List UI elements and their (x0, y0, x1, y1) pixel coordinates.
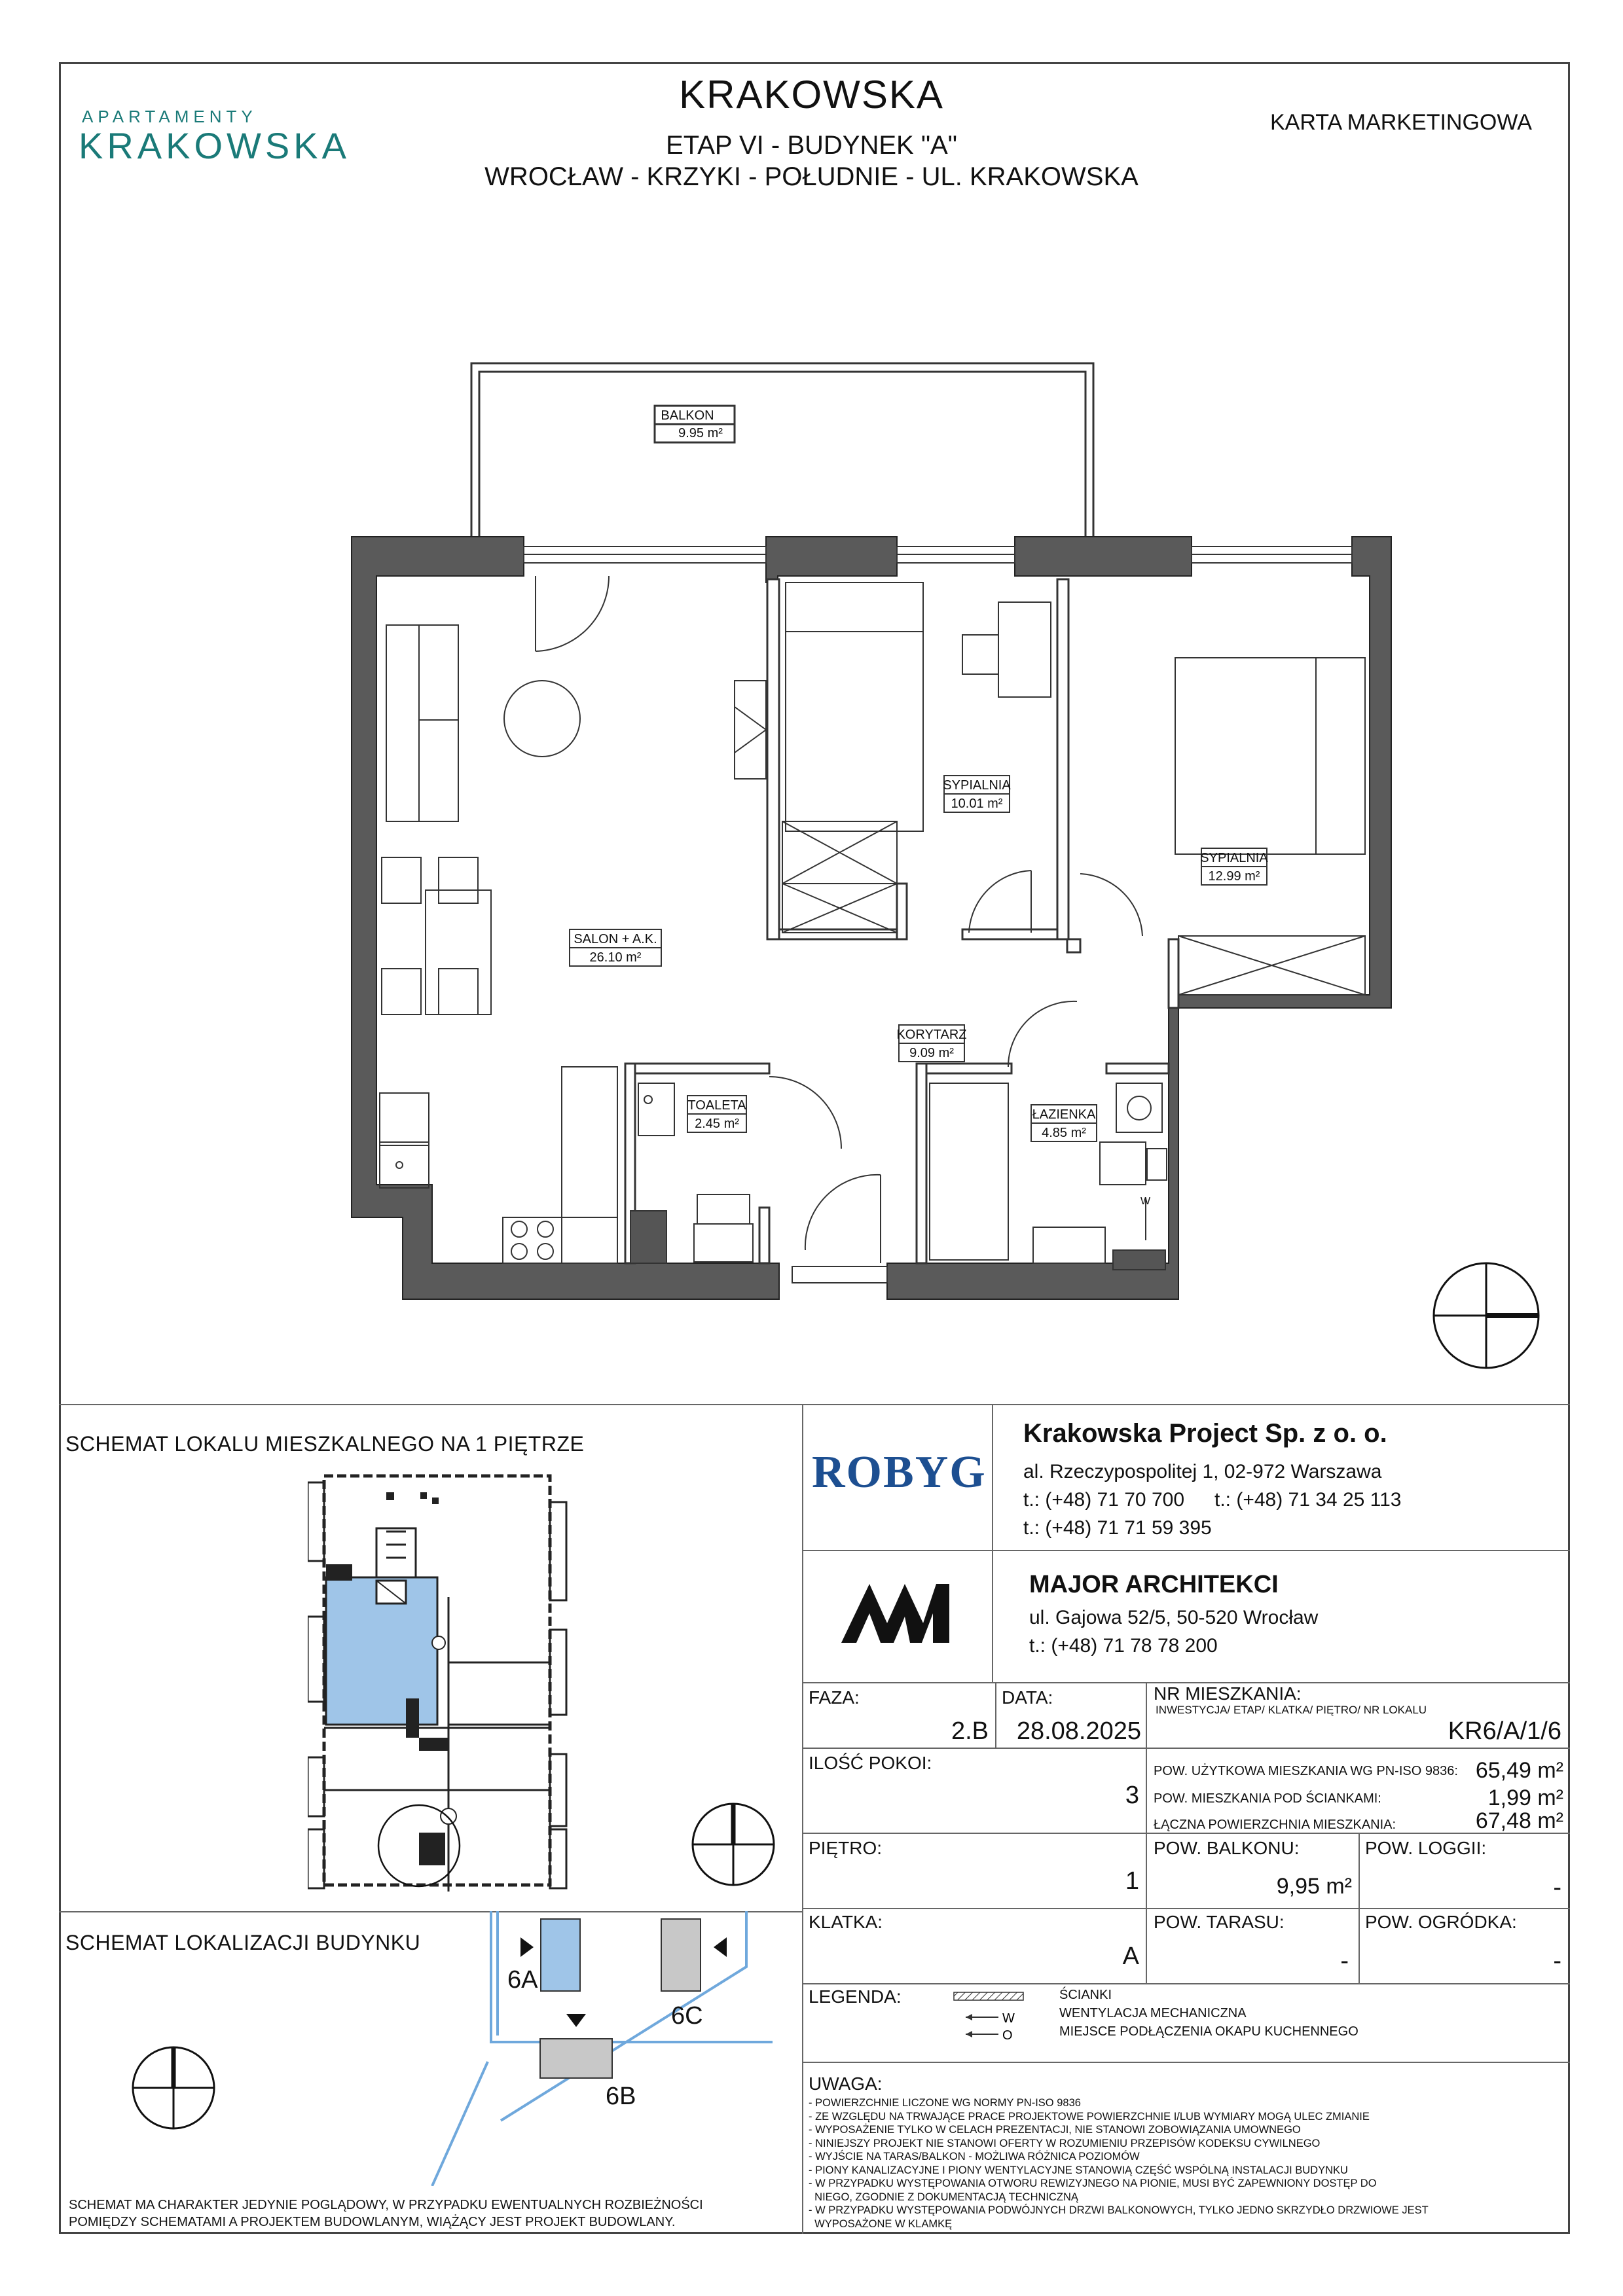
room-area-salon: 26.10 m² (589, 950, 642, 965)
pow-laczna-value: 67,48 m² (1475, 1808, 1563, 1833)
room-area-sypialnia-2: 12.99 m² (1208, 869, 1260, 884)
legend-mark-w: W (1002, 2011, 1015, 2026)
balkon-label: POW. BALKONU: (1154, 1838, 1300, 1858)
divider-left-right (802, 1404, 803, 2234)
subtitle-line2: WROCŁAW - KRZYKI - POŁUDNIE - UL. KRAKOWSKA (484, 162, 1139, 191)
room-area-korytarz: 9.09 m² (909, 1046, 954, 1060)
compass-icon (1434, 1263, 1539, 1368)
divider-row3 (802, 1908, 1570, 1909)
room-name-balkon: BALKON (661, 408, 714, 423)
logo-top: APARTAMENTY (82, 107, 257, 126)
building-6c (661, 1919, 701, 1991)
loggia-label: POW. LOGGII: (1365, 1838, 1487, 1858)
room-name-lazienka: ŁAZIENKA (1032, 1107, 1096, 1122)
room-area-balkon: 9.95 m² (678, 426, 723, 440)
faza-value: 2.B (951, 1717, 989, 1745)
pokoi-label: ILOŚĆ POKOI: (809, 1753, 932, 1773)
label-6c: 6C (671, 2002, 703, 2030)
ogrodek-label: POW. OGRÓDKA: (1365, 1912, 1517, 1932)
room-label-toaleta (687, 1096, 746, 1132)
schemat-budynku-title: SCHEMAT LOKALIZACJI BUDYNKU (65, 1931, 421, 1954)
note-line: - POWIERZCHNIE LICZONE WG NORMY PN-ISO 9836 (809, 2097, 1081, 2109)
legend-item-scianki: ŚCIANKI (1059, 1988, 1112, 2002)
vent-mark: W (1140, 1196, 1151, 1207)
divider-row4 (802, 1983, 1570, 1984)
developer-phone1: t.: (+48) 71 70 700 (1023, 1489, 1185, 1511)
note-line: - NINIEJSZY PROJEKT NIE STANOWI OFERTY W ROZUMIENIU PRZEPISÓW KODEKSU CYWILNEGO (809, 2137, 1321, 2149)
note-line: WYPOSAŻONE W KLAMKĘ (809, 2217, 953, 2230)
taras-label: POW. TARASU: (1154, 1912, 1285, 1932)
card-type: KARTA MARKETINGOWA (1270, 110, 1532, 135)
developer-phone2: t.: (+48) 71 34 25 113 (1214, 1489, 1402, 1511)
balkon-value: 9,95 m² (1276, 1874, 1352, 1899)
note-line: - WYJŚCIE NA TARAS/BALKON - MOŻLIWA RÓŻNICA POZIOMÓW (809, 2151, 1140, 2162)
disclaimer-line1: SCHEMAT MA CHARAKTER JEDYNIE POGLĄDOWY, W PRZYPADKU EWENTUALNYCH ROZBIEŻNOŚCI (69, 2198, 703, 2212)
data-label: DATA: (1002, 1687, 1053, 1708)
location-compass-icon (131, 2045, 216, 2130)
room-name-salon: SALON + A.K. (574, 932, 657, 946)
room-label-salon (570, 929, 661, 966)
notes-list (809, 2096, 1429, 2231)
pow-scianki-value: 1,99 m² (1487, 1785, 1563, 1810)
major-architekci-logo (838, 1577, 953, 1649)
robyg-logo: ROBYG (812, 1447, 987, 1498)
page-title: KRAKOWSKA (679, 73, 944, 117)
pietro-value: 1 (1125, 1867, 1139, 1895)
legend-item-wentylacja: WENTYLACJA MECHANICZNA (1059, 2006, 1247, 2020)
legend-symbols (953, 1990, 1025, 2045)
architect-phone: t.: (+48) 71 78 78 200 (1029, 1635, 1218, 1657)
pow-uzytkowa-label: POW. UŻYTKOWA MIESZKANIA WG PN-ISO 9836: (1154, 1764, 1458, 1778)
room-name-sypialnia-2: SYPIALNIA (1200, 851, 1268, 865)
pietro-label: PIĘTRO: (809, 1838, 883, 1858)
divider-row5 (802, 2062, 1570, 2063)
developer-name: Krakowska Project Sp. z o. o. (1023, 1419, 1387, 1448)
developer-address: al. Rzeczypospolitej 1, 02-972 Warszawa (1023, 1461, 1382, 1482)
legend-title: LEGENDA: (809, 1986, 902, 2007)
architect-name: MAJOR ARCHITEKCI (1029, 1571, 1279, 1598)
divider-robyg (802, 1550, 1570, 1551)
notes-title: UWAGA: (809, 2073, 883, 2094)
divider-col1 (995, 1682, 996, 1748)
developer-phone3: t.: (+48) 71 71 59 395 (1023, 1517, 1212, 1539)
schemat-lokalu-title: SCHEMAT LOKALU MIESZKALNEGO NA 1 PIĘTRZE (65, 1432, 585, 1456)
schemat-lokalu-drawing (308, 1466, 570, 1895)
data-value: 28.08.2025 (1016, 1717, 1141, 1745)
room-label-sypialnia-2 (1200, 848, 1268, 885)
taras-value: - (1340, 1947, 1349, 1975)
pokoi-value: 3 (1125, 1782, 1139, 1809)
nr-label: NR MIESZKANIA: (1154, 1683, 1302, 1704)
divider-row1 (802, 1748, 1570, 1749)
divider-logo (992, 1404, 993, 1682)
architect-address: ul. Gajowa 52/5, 50-520 Wrocław (1029, 1607, 1319, 1628)
klatka-value: A (1122, 1943, 1139, 1970)
pow-laczna-label: ŁĄCZNA POWIERZCHNIA MIESZKANIA: (1154, 1818, 1396, 1832)
loggia-value: - (1553, 1874, 1561, 1901)
nr-sublabel: INWESTYCJA/ ETAP/ KLATKA/ PIĘTRO/ NR LOKALU (1156, 1704, 1427, 1716)
room-name-korytarz: KORYTARZ (896, 1028, 967, 1042)
note-line: - W PRZYPADKU WYSTĘPOWANIA OTWORU REWIZYJNEGO NA PIONIE, MUSI BYĆ ZAPEWNIONY DOSTĘP DO (809, 2178, 1377, 2189)
room-label-korytarz (896, 1025, 966, 1062)
label-6a: 6A (507, 1966, 538, 1994)
note-line: - PIONY KANALIZACYJNE I PIONY WENTYLACYJNE STANOWIĄ CZĘŚĆ WSPÓLNĄ INSTALACJI BUDYNKU (809, 2164, 1348, 2176)
note-line: - ZE WZGLĘDU NA TRWAJĄCE PRACE PROJEKTOWE POWIERZCHNIE I/LUB WYMIARY MOGĄ ULEC ZMIANIE (809, 2110, 1370, 2123)
room-name-toaleta: TOALETA (687, 1098, 746, 1113)
label-6b: 6B (606, 2083, 636, 2110)
pow-scianki-label: POW. MIESZKANIA POD ŚCIANKAMI: (1154, 1791, 1381, 1806)
note-line: - WYPOSAŻENIE TYLKO W CELACH PREZENTACJI, NIE STANOWI ZOBOWIĄZANIA UMOWNEGO (809, 2124, 1301, 2136)
ogrodek-value: - (1553, 1947, 1561, 1975)
room-name-sypialnia-1: SYPIALNIA (943, 778, 1011, 793)
room-area-sypialnia-1: 10.01 m² (951, 797, 1003, 811)
schemat-compass-icon (691, 1802, 776, 1887)
disclaimer-line2: POMIĘDZY SCHEMATAMI A PROJEKTEM BUDOWLANYM, WIĄŻĄCY JEST PROJEKT BUDOWLANY. (69, 2215, 676, 2229)
note-line: - W PRZYPADKU WYSTĘPOWANIA PODWÓJNYCH DRZWI BALKONOWYCH, TYLKO JEDNO SKRZYDŁO DRZWIOWE JEST (809, 2204, 1429, 2216)
building-6b (540, 2039, 612, 2078)
room-label-sypialnia-1 (943, 776, 1011, 812)
schemat-budynku-drawing (406, 1911, 786, 2186)
nr-value: KR6/A/1/6 (1448, 1717, 1561, 1745)
room-label-lazienka (1031, 1105, 1097, 1141)
logo-main: KRAKOWSKA (79, 125, 350, 166)
pow-uzytkowa-value: 65,49 m² (1475, 1758, 1563, 1783)
faza-label: FAZA: (809, 1687, 860, 1708)
room-area-toaleta: 2.45 m² (695, 1117, 739, 1131)
note-line: NIEGO, ZGODNIE Z DOKUMENTACJĄ TECHNICZNĄ (809, 2191, 1078, 2203)
klatka-label: KLATKA: (809, 1912, 883, 1932)
subtitle-line1: ETAP VI - BUDYNEK "A" (666, 131, 957, 160)
room-area-lazienka: 4.85 m² (1042, 1126, 1086, 1140)
building-6a (541, 1919, 580, 1991)
divider-plan (59, 1404, 1570, 1405)
legend-item-okap: MIEJSCE PODŁĄCZENIA OKAPU KUCHENNEGO (1059, 2024, 1359, 2039)
legend-mark-o: O (1002, 2028, 1013, 2043)
